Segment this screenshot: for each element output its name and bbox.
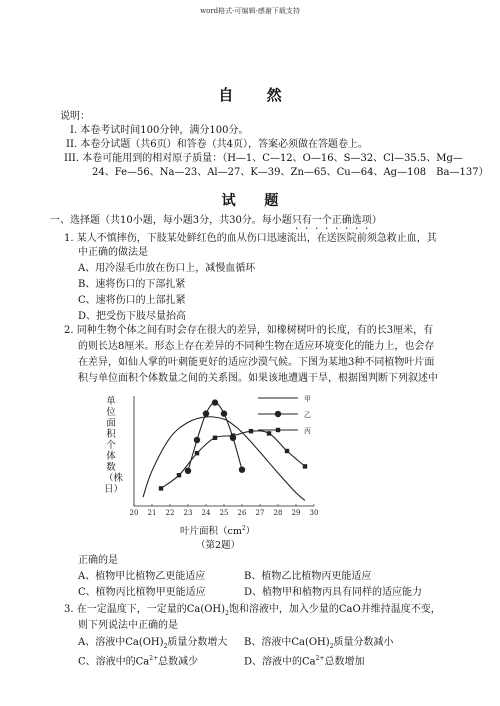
data-point-circle — [194, 437, 200, 443]
x-tick-label: 26 — [237, 509, 247, 517]
q1-option-b: B、速将伤口的下部扎紧 — [78, 279, 186, 290]
q3-option-a: A、溶液中$Ca(OH)_2$质量分数增大 — [78, 637, 228, 650]
chart-legend — [258, 395, 311, 435]
note-3-cont: 24、Fe—56、Na—23、Al—27、K—39、Zn—65、Cu—64、Ag—108 Ba—137） — [92, 167, 489, 178]
q2-option-d: D、植物甲和植物丙具有同样的适应能力 — [244, 587, 423, 598]
x-tick-label: 20 — [129, 509, 139, 517]
q2-option-c: C、植物丙比植物甲更能适应 — [78, 587, 206, 598]
q1-stem-line-1: 1. 某人不慎摔伤，下肢某处鲜红色的血从伤口迅速流出，在送医院前须急救止血，其 — [64, 233, 437, 244]
chart-series — [143, 399, 307, 500]
q2-stem-end: 正确的是 — [78, 555, 118, 566]
x-tick-label: 23 — [183, 509, 193, 517]
data-point-square — [285, 449, 289, 453]
x-tick-label: 21 — [147, 509, 157, 517]
q2-option-b: B、植物乙比植物丙更能适应 — [244, 571, 372, 582]
q3-option-d: D、溶液中的$Ca^{2+}$总数增加 — [244, 655, 365, 668]
legend-marker-square — [276, 428, 280, 432]
q3-option-b: B、溶液中$Ca(OH)_2$质量分数减小 — [244, 637, 394, 650]
legend-label-1: 甲 — [304, 395, 311, 403]
q1-option-d: D、把受伤下肢尽量抬高 — [78, 311, 187, 322]
line-chart — [120, 392, 326, 522]
legend-label-2: 乙 — [304, 411, 311, 419]
q3-stem-line-1: 3. 在一定温度下，一定量的$Ca(OH)_2$饱和溶液中，加入少量的CaO并维持温度不变， — [64, 604, 441, 617]
data-point-square — [231, 433, 235, 437]
data-point-square — [195, 451, 199, 455]
data-point-square — [249, 429, 253, 433]
note-2: II. 本卷分试题（共6页）和答卷（共4页），答案必须做在答题卷上。 — [66, 139, 368, 150]
data-point-circle — [185, 468, 191, 474]
x-tick-label: 28 — [273, 509, 283, 517]
q1-option-c: C、速将伤口的上部扎紧 — [78, 295, 186, 306]
chart-y-label: 单位面积个体数（株日） — [104, 396, 124, 495]
data-point-square — [159, 486, 163, 490]
q2-option-a: A、植物甲比植物乙更能适应 — [78, 571, 206, 582]
data-point-circle — [221, 410, 227, 416]
part1-emphasis: 只有一个正确选项 — [291, 215, 372, 226]
data-point-circle — [239, 467, 245, 473]
legend-marker-circle — [275, 411, 281, 417]
x-tick-label: 27 — [255, 509, 265, 517]
x-tick-label: 22 — [165, 509, 175, 517]
note-1: I. 本卷考试时间100分钟，满分100分。 — [70, 125, 249, 136]
chart-x-label: 叶片面积$(cm^2)$ — [180, 524, 256, 537]
data-point-square — [177, 473, 181, 477]
q2-stem-line-1: 2. 同种生物个体之间有时会存在很大的差异，如橡树树叶的长度，有的长3厘米，有 — [64, 325, 434, 336]
data-point-square — [267, 431, 271, 435]
part1-instructions: 一、选择题（共10小题，每小题3分，共30分。每小题只有一个正确选项） — [50, 215, 382, 226]
legend-label-3: 丙 — [304, 427, 311, 435]
data-point-circle — [212, 399, 218, 405]
section-title: 试 题 — [221, 193, 291, 209]
x-tick-label: 25 — [219, 509, 229, 517]
x-tick-label: 29 — [291, 509, 301, 517]
data-point-square — [213, 436, 217, 440]
paper-title: 自 然 — [218, 86, 296, 104]
notes-heading: 说明： — [60, 111, 90, 122]
q3-option-c: C、溶液中的$Ca^{2+}$总数减少 — [78, 655, 199, 668]
figure-caption: （第2题） — [196, 540, 241, 551]
series-line-1 — [143, 417, 305, 501]
q2-stem-line-4: 积与单位面积个体数量之间的关系图。如果该地遭遇干旱，根据图判断下列叙述中 — [78, 373, 438, 384]
q1-stem-line-2: 中正确的做法是 — [78, 247, 148, 258]
q2-stem-line-2: 的则长达8厘米。形态上存在差异的不同种生物在适应环境变化的能力上，也会存 — [78, 341, 435, 352]
data-point-circle — [203, 410, 209, 416]
q3-stem-line-2: 则下列说法中正确的是 — [78, 620, 178, 631]
q2-stem-line-3: 在差异，如仙人掌的叶刺能更好的适应沙漠气候。下图为某地3种不同植物叶片面 — [78, 357, 435, 368]
x-tick-label: 30 — [309, 509, 319, 517]
q2-figure — [120, 392, 326, 522]
page-header: word格式-可编辑-感谢下载支持 — [200, 7, 300, 15]
x-tick-label: 24 — [201, 509, 211, 517]
note-3: III. 本卷可能用到的相对原子质量：（H—1、C—12、O—16、S—32、Cl—35.5、Mg— — [64, 153, 463, 164]
q1-option-a: A、用冷湿毛巾放在伤口上，减慢血循环 — [78, 263, 256, 274]
data-point-square — [303, 464, 307, 468]
